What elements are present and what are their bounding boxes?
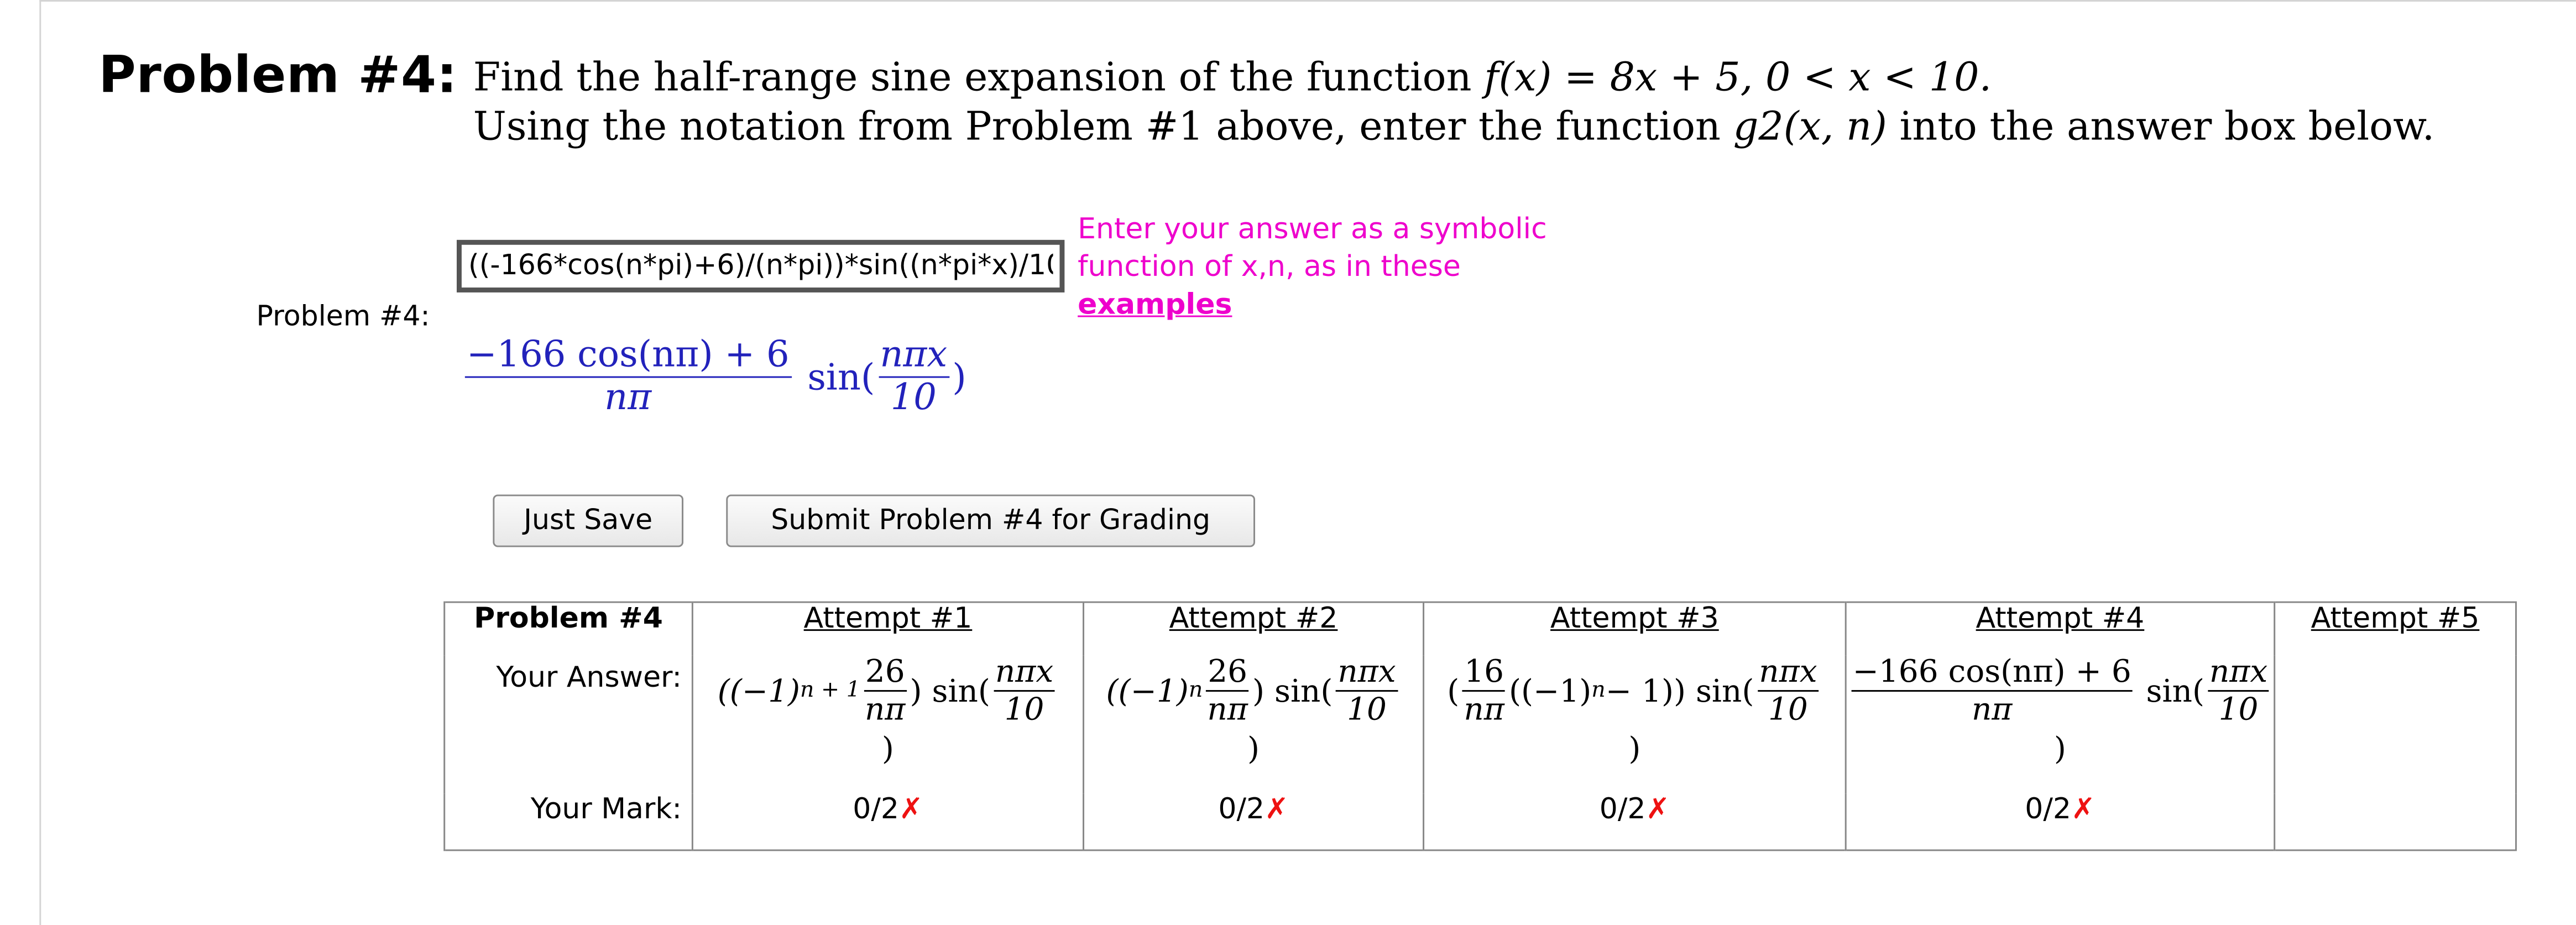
attempt-header-3: Attempt #3 <box>1424 602 1846 656</box>
attempt-5-mark <box>2275 793 2516 850</box>
statement-line2-suffix: into the answer box below. <box>1899 103 2435 150</box>
attempt-header-1: Attempt #1 <box>692 602 1083 656</box>
problem-statement-line1 <box>473 54 1992 100</box>
your-answer-label: Your Answer: <box>445 656 693 794</box>
preview-fraction <box>465 337 791 420</box>
preview-numerator: −166 cos(nπ) + 6 <box>465 337 791 378</box>
attempt-1-answer: ((−1) n + 1 $\frac{26}{n\pi}$ ) sin( $\frac{\text{nπx}}{10}$ ) <box>692 656 1083 794</box>
statement-prefix: Find the half-range sine expansion of the function <box>473 54 1472 101</box>
your-mark-label: Your Mark: <box>445 793 693 850</box>
hint-line1: Enter your answer as a symbolic <box>1078 213 1547 247</box>
g-notation: g2(x, n) <box>1733 103 1887 150</box>
wrong-icon: ✗ <box>2071 793 2096 827</box>
attempt-2-mark: 0/2✗ <box>1084 793 1424 850</box>
attempt-header-4: Attempt #4 <box>1846 602 2274 656</box>
hint-line2: function of x,n, as in these <box>1078 251 1461 285</box>
attempts-header-row <box>445 602 2516 656</box>
function-expression: f(x) = 8x + 5, 0 < x < 10. <box>1484 54 1992 101</box>
examples-link[interactable]: examples <box>1078 289 1232 322</box>
preview-denominator: nπ <box>604 378 652 420</box>
attempts-table <box>443 602 2517 851</box>
problem-statement-line2 <box>473 103 2435 149</box>
preview-sin: sin( <box>807 357 875 399</box>
statement-line2-prefix: Using the notation from Problem #1 above, enter the function <box>473 103 1721 150</box>
preview-arg-fraction <box>878 337 949 420</box>
preview-close: ) <box>952 357 966 399</box>
marks-row <box>445 793 2516 850</box>
attempt-3-mark: 0/2✗ <box>1424 793 1846 850</box>
just-save-button[interactable]: Just Save <box>493 494 683 547</box>
answers-row <box>445 656 2516 794</box>
answer-input[interactable] <box>457 240 1064 292</box>
wrong-icon: ✗ <box>1265 793 1289 827</box>
answer-preview <box>462 337 966 420</box>
submit-grading-button[interactable]: Submit Problem #4 for Grading <box>726 494 1255 547</box>
attempt-4-answer: $\frac{-166 \cos(n\pi) + 6}{n\pi}$ sin( $\frac{\text{nπx}}{10}$ ) <box>1846 656 2274 794</box>
attempt-1-mark: 0/2✗ <box>692 793 1083 850</box>
attempt-header-5: Attempt #5 <box>2275 602 2516 656</box>
answer-hint <box>1078 212 1547 325</box>
preview-arg-num: nπx <box>878 337 949 378</box>
problem-side-label: Problem #4: <box>256 300 430 334</box>
wrong-icon: ✗ <box>1645 793 1670 827</box>
attempt-2-answer: ((−1) n $\frac{26}{n\pi}$ ) sin( $\frac{\text{nπx}}{10}$ ) <box>1084 656 1424 794</box>
attempt-5-answer <box>2275 656 2516 794</box>
attempt-3-answer: ( $\frac{16}{n\pi}$ ((−1) n − 1)) sin( $\frac{\text{nπx}}{10}$ ) <box>1424 656 1846 794</box>
attempt-4-mark: 0/2✗ <box>1846 793 2274 850</box>
table-corner: Problem #4 <box>445 602 693 656</box>
wrong-icon: ✗ <box>899 793 923 827</box>
attempt-header-2: Attempt #2 <box>1084 602 1424 656</box>
problem-heading: Problem #4: <box>98 46 458 106</box>
preview-arg-den: 10 <box>890 378 937 420</box>
